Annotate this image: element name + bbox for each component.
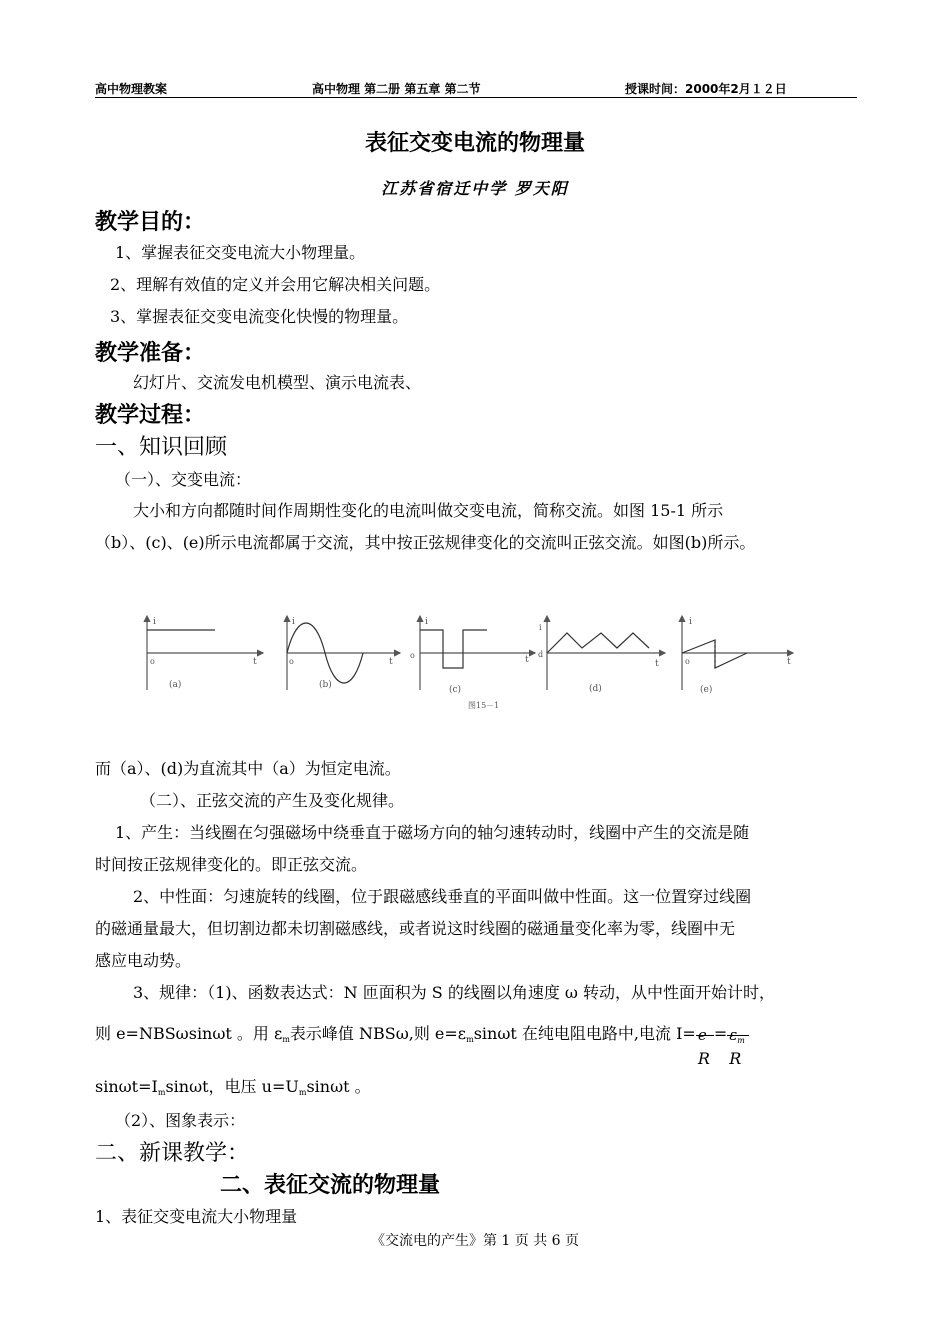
fraction-denominator: R xyxy=(729,1048,742,1068)
law-text-d: sinωt=I xyxy=(95,1077,158,1096)
figure-15-1 xyxy=(135,608,815,718)
panel-label-b: (b) xyxy=(319,680,332,690)
equals-sign: = xyxy=(713,1024,728,1043)
axis-t-b: t xyxy=(389,657,393,667)
ac-definition-line2: （b）、(c)、(e)所示电流都属于交流，其中按正弦规律变化的交流叫正弦交流。如图(b)所示。 xyxy=(95,533,756,552)
axis-t-e: t xyxy=(787,657,791,667)
process-heading: 教学过程： xyxy=(95,403,206,428)
generation-line1: 1、产生：当线圈在匀强磁场中绕垂直于磁场方向的轴匀速转动时，线圈中产生的交流是随 xyxy=(115,823,750,842)
dc-note: 而（a）、(d)为直流其中（a）为恒定电流。 xyxy=(95,759,401,778)
panel-d xyxy=(547,616,665,690)
origin-b: o xyxy=(289,657,294,666)
panel-label-c: (c) xyxy=(449,685,462,695)
axis-i-e: i xyxy=(689,617,692,627)
preparation-heading: 教学准备： xyxy=(95,341,206,366)
panel-b xyxy=(287,616,400,690)
neutral-plane-line2: 的磁通量最大，但切割边都未切割磁感线，或者说这时线圈的磁通量变化率为零，线圈中无 xyxy=(95,919,736,938)
objective-3: 3、掌握表征交变电流变化快慢的物理量。 xyxy=(110,307,409,326)
subscript-m: m xyxy=(298,1088,307,1097)
page-footer: 《交流电的产生》第 1 页 共 6 页 xyxy=(370,1233,580,1249)
section-new-lesson: 二、新课教学： xyxy=(95,1141,250,1166)
objectives-heading: 教学目的： xyxy=(95,210,206,235)
generation-line2: 时间按正弦规律变化的。即正弦交流。 xyxy=(95,855,368,874)
subsection-ac: （一）、交变电流： xyxy=(115,470,252,489)
subsection-sine: （二）、正弦交流的产生及变化规律。 xyxy=(140,791,405,810)
objective-1: 1、掌握表征交变电流大小物理量。 xyxy=(115,243,366,262)
axis-i-a: i xyxy=(153,617,156,627)
header-right: 授课时间：2000年2月１２日 xyxy=(625,82,787,96)
section-physical-quantities: 二、表征交流的物理量 xyxy=(220,1173,441,1198)
origin-e: o xyxy=(685,657,690,666)
figure-caption: 图15－1 xyxy=(468,701,500,710)
law-text-e: sinωt，电压 u=U xyxy=(165,1077,299,1096)
fraction-em-over-r xyxy=(727,1015,749,1068)
panel-label-d: (d) xyxy=(589,684,602,694)
subscript-m: m xyxy=(466,1035,474,1044)
law-line3 xyxy=(95,1074,371,1097)
origin-c: o xyxy=(410,651,415,660)
axis-i-d: i xyxy=(539,623,542,632)
panel-a xyxy=(147,616,263,690)
axis-i-c: i xyxy=(425,617,428,627)
neutral-plane-line3: 感应电动势。 xyxy=(95,951,192,970)
law-line2 xyxy=(95,1012,749,1068)
panel-e xyxy=(682,616,793,690)
subscript-m: m xyxy=(157,1088,166,1097)
magnitude-quantity: 1、表征交变电流大小物理量 xyxy=(95,1207,298,1226)
header-left: 高中物理教案 xyxy=(95,82,168,96)
law-text-c: sinωt 在纯电阻电路中,电流 I= xyxy=(473,1024,696,1043)
panel-label-a: (a) xyxy=(169,680,182,690)
fraction-numerator: e xyxy=(697,1025,707,1044)
origin-d: d xyxy=(538,650,544,659)
law-line1: 3、规律：（1)、函数表达式：N 匝面积为 S 的线圈以角速度 ω 转动，从中性面开始计时， xyxy=(133,983,776,1002)
law-text-b: 表示峰值 NBSω,则 e=ε xyxy=(289,1024,467,1043)
axis-t-d: t xyxy=(655,659,659,669)
fraction-e-over-r xyxy=(696,1015,714,1068)
panel-c xyxy=(420,616,535,690)
axis-t-a: t xyxy=(253,657,257,667)
header-center: 高中物理 第二册 第五章 第二节 xyxy=(312,82,481,96)
page-title: 表征交变电流的物理量 xyxy=(364,131,585,156)
preparation-text: 幻灯片、交流发电机模型、演示电流表、 xyxy=(133,373,422,392)
axis-t-c: t xyxy=(525,655,529,665)
ac-definition-line1: 大小和方向都随时间作周期性变化的电流叫做交变电流，简称交流。如图 15-1 所示 xyxy=(133,501,724,520)
author: 江苏省宿迁中学 罗天阳 xyxy=(381,179,569,198)
section-review: 一、知识回顾 xyxy=(95,435,228,460)
axis-i-b: i xyxy=(292,617,295,627)
objective-2: 2、理解有效值的定义并会用它解决相关问题。 xyxy=(110,275,441,294)
law-text-a: 则 e=NBSωsinωt 。用 ε xyxy=(95,1024,283,1043)
graph-representation: （2）、图象表示： xyxy=(115,1111,246,1130)
fraction-denominator: R xyxy=(697,1048,710,1068)
panel-label-e: (e) xyxy=(700,685,713,695)
subscript-m: m xyxy=(282,1035,290,1044)
origin-a: o xyxy=(150,657,155,666)
law-text-f: sinωt 。 xyxy=(306,1077,371,1096)
header-rule xyxy=(95,97,857,98)
neutral-plane-line1: 2、中性面：匀速旋转的线圈，位于跟磁感线垂直的平面叫做中性面。这一位置穿过线圈 xyxy=(133,887,752,906)
fraction-numerator: $\varepsilon_m$ xyxy=(729,1025,745,1045)
